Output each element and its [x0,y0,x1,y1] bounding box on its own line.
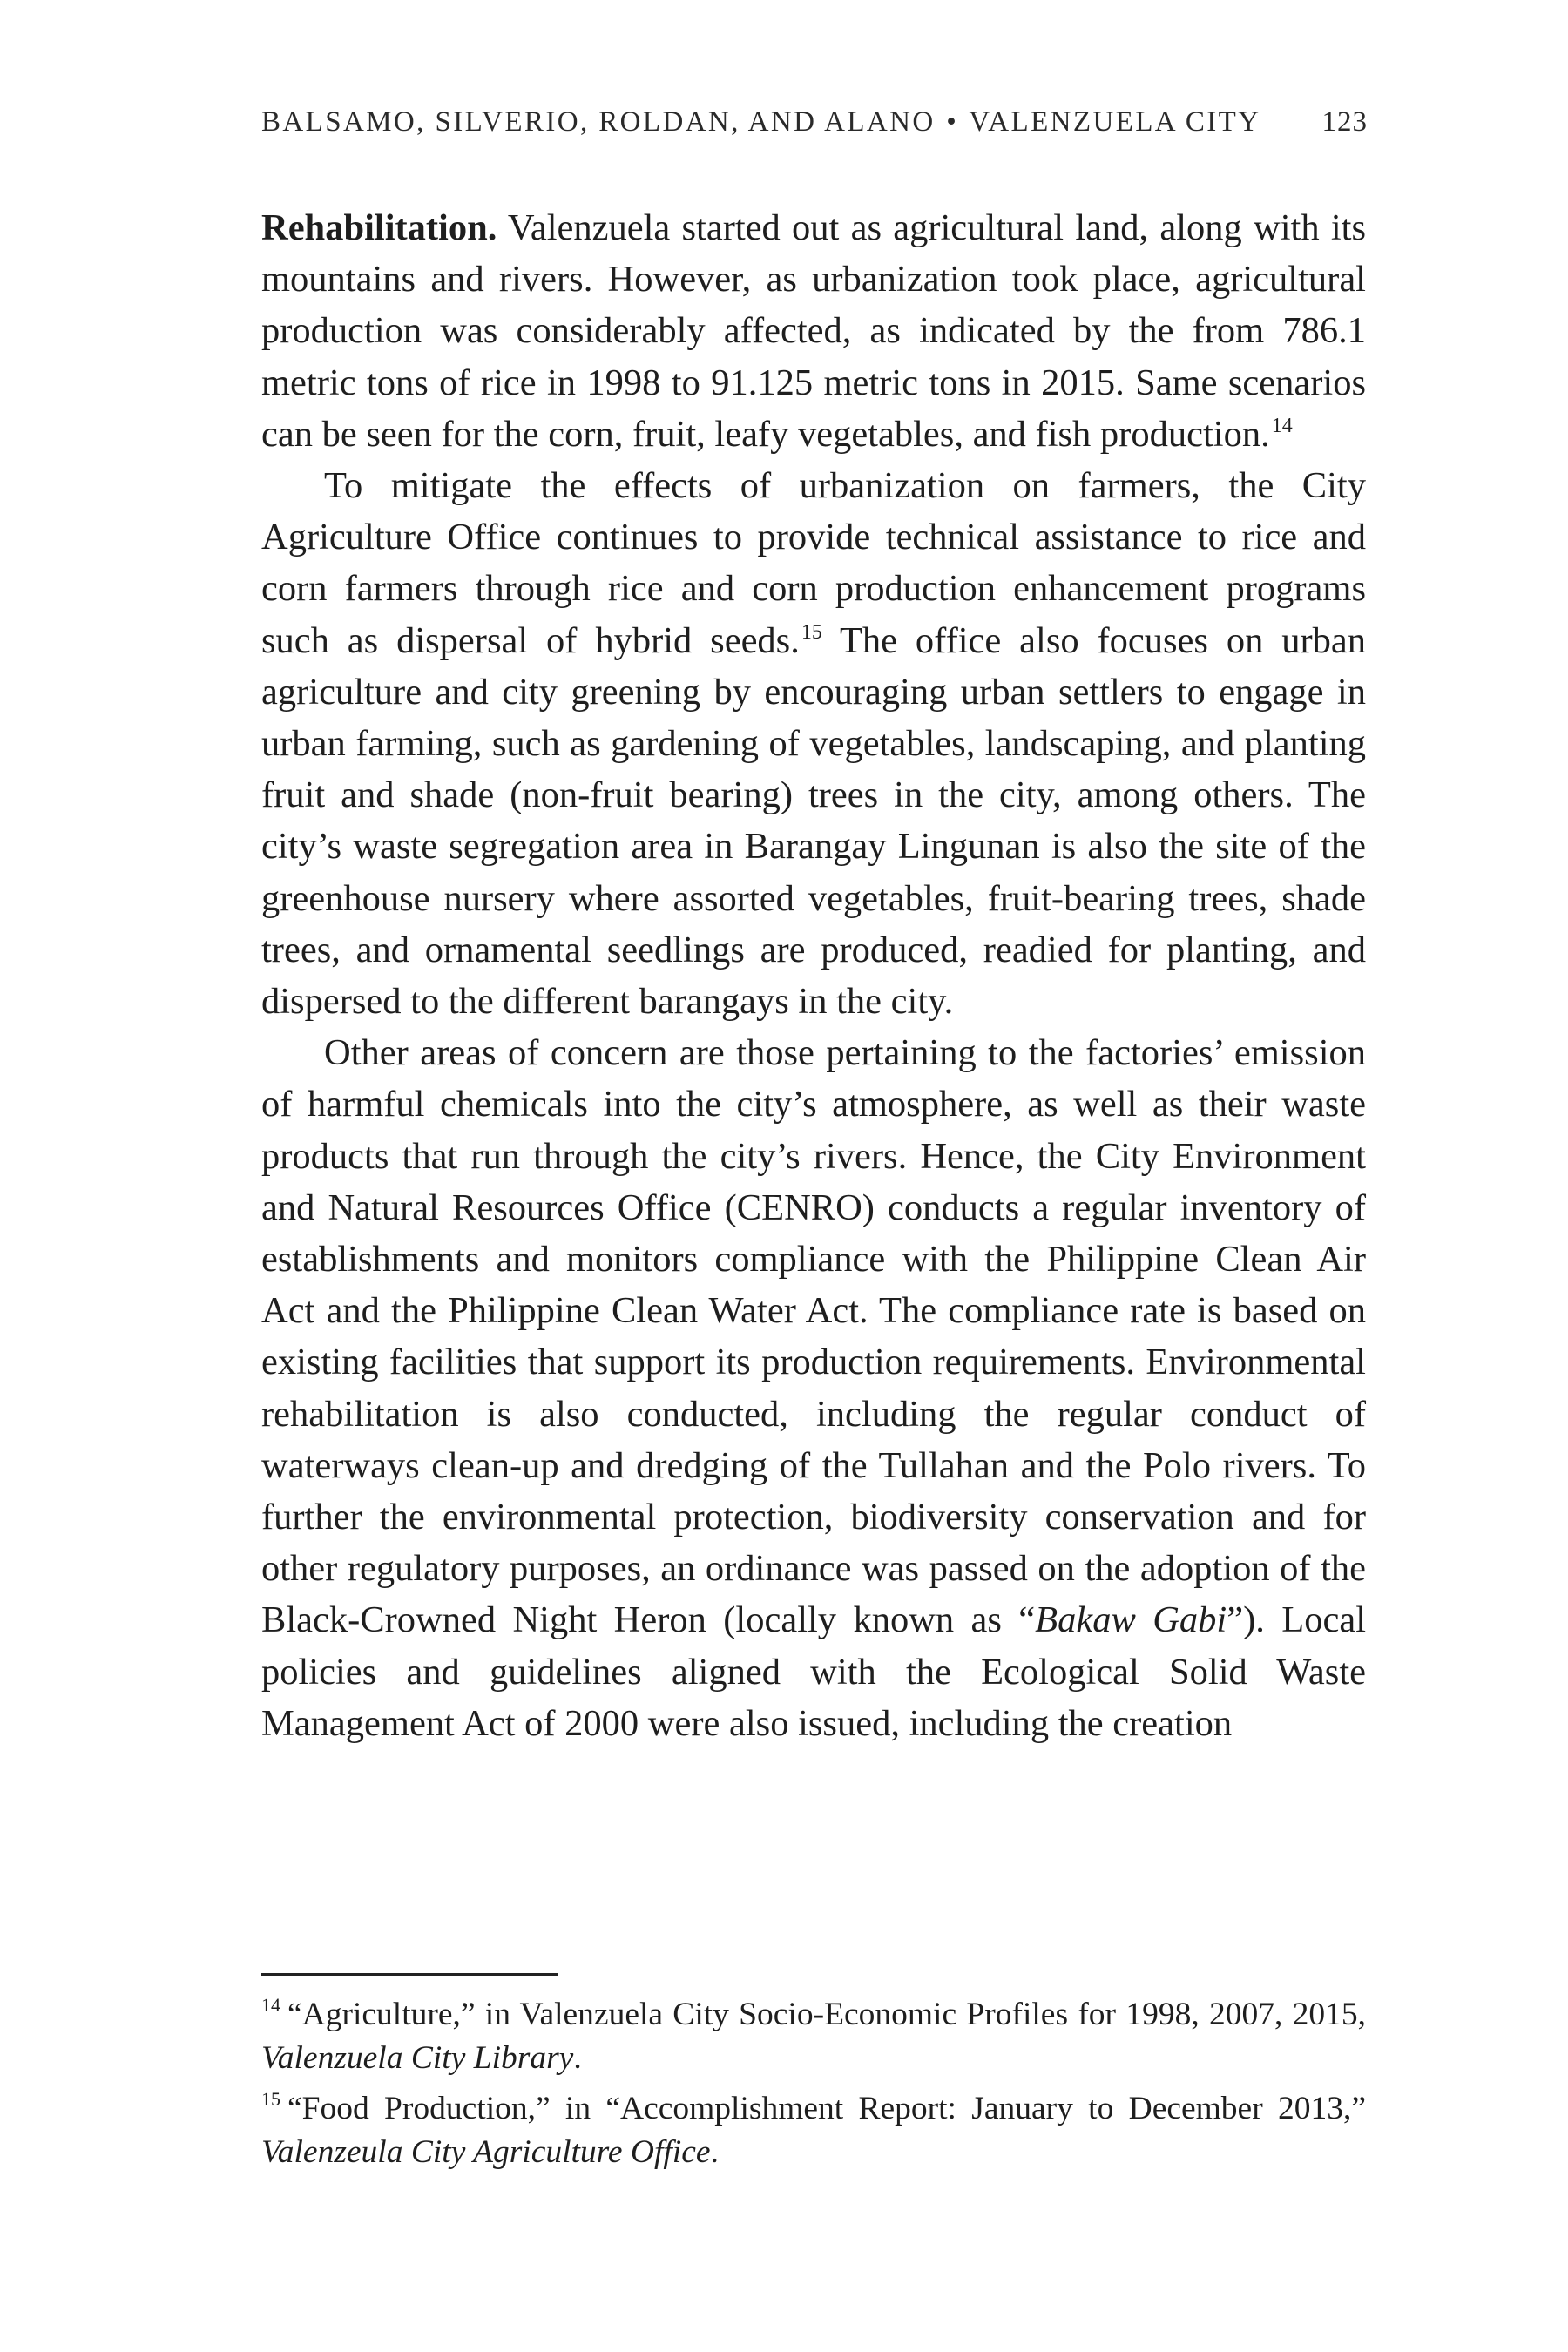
paragraph-text: Other areas of concern are those pertaining to the factories’ emission of harmful chemicals into the city’s atmosphere, as well as their waste products that run through the city’s rivers. Hence, the City Environment and Natural Resources Office (CENRO) conducts a regular inventory of establishments and monitors compliance with the Philippine Clean Air Act and the Philippine Clean Water Act. The compliance rate is based on existing facilities that support its production requirements. Environmental rehabilitation is also conducted, including the regular conduct of waterways clean-up and dredging of the Tullahan and the Polo rivers. To further the environmental protection, biodiversity conservation and for other regulatory purposes, an ordinance was passed on the adoption of the Black-Crowned Night Heron (locally known as “ [261,1032,1366,1641]
paragraph-text-continued: The office also focuses on urban agriculture and city greening by encouraging urban settlers to engage in urban farming, such as gardening of vegetables, landscaping, and planting fruit and shade (non-fruit bearing) trees in the city, among others. The city’s waste segregation area in Barangay Lingunan is also the site of the greenhouse nursery where assorted vegetables, fruit-bearing trees, shade trees, and ornamental seedlings are produced, readied for planting, and dispersed to the different barangays in the city. [261,619,1366,1023]
footnote-text-end: . [710,2134,719,2170]
running-head [261,106,1368,139]
footnote-number: 14 [261,1994,280,2016]
footnote-number: 15 [261,2088,280,2110]
body-text [261,202,1366,1749]
footnote-text-end: . [573,2040,582,2076]
footnote-divider [261,1973,558,1976]
footnote-source: Valenzuela City Library [261,2040,574,2076]
italic-term: Bakaw Gabi [1035,1599,1227,1641]
footnote-15 [261,2087,1366,2174]
running-head-authors: BALSAMO, SILVERIO, ROLDAN, AND ALANO [261,106,936,138]
paragraph-text: Valenzuela started out as agricultural land, along with its mountains and rivers. However, as urbanization took place, agricultural production was considerably affected, as indicated by the from 786.1 metric tons of rice in 1998 to 91.125 metric tons in 2015. Same scenarios can be seen for the corn, fruit, leafy vegetables, and fish production. [261,207,1366,455]
footnote-reference: 15 [801,620,822,644]
footnote-14 [261,1993,1366,2080]
footnotes [261,1993,1366,2181]
footnote-reference: 14 [1271,414,1293,437]
paragraph-other-concerns [261,1027,1366,1749]
footnote-source: Valenzeula City Agriculture Office [261,2134,711,2170]
footnote-text: “Agriculture,” in Valenzuela City Socio-Economic Profiles for 1998, 2007, 2015, [287,1997,1366,2032]
paragraph-text: To mitigate the effects of urbanization on farmers, the City Agriculture Office continues to provide technical assistance to rice and corn farmers through rice and corn production enhancement programs such as dispersal of hybrid seeds. [261,465,1366,661]
paragraph-mitigation [261,460,1366,1027]
paragraph-text-continued: ”). Local policies and guidelines aligned with the Ecological Solid Waste Management Act of 2000 were also issued, including the creation [261,1599,1367,1744]
paragraph-rehabilitation [261,202,1366,460]
running-head-title: VALENZUELA CITY [969,106,1261,138]
page-number: 123 [1321,106,1368,138]
section-run-in-heading: Rehabilitation. [261,207,497,248]
running-head-separator: • [946,106,959,138]
footnote-text: “Food Production,” in “Accomplishment Report: January to December 2013,” [287,2091,1366,2126]
